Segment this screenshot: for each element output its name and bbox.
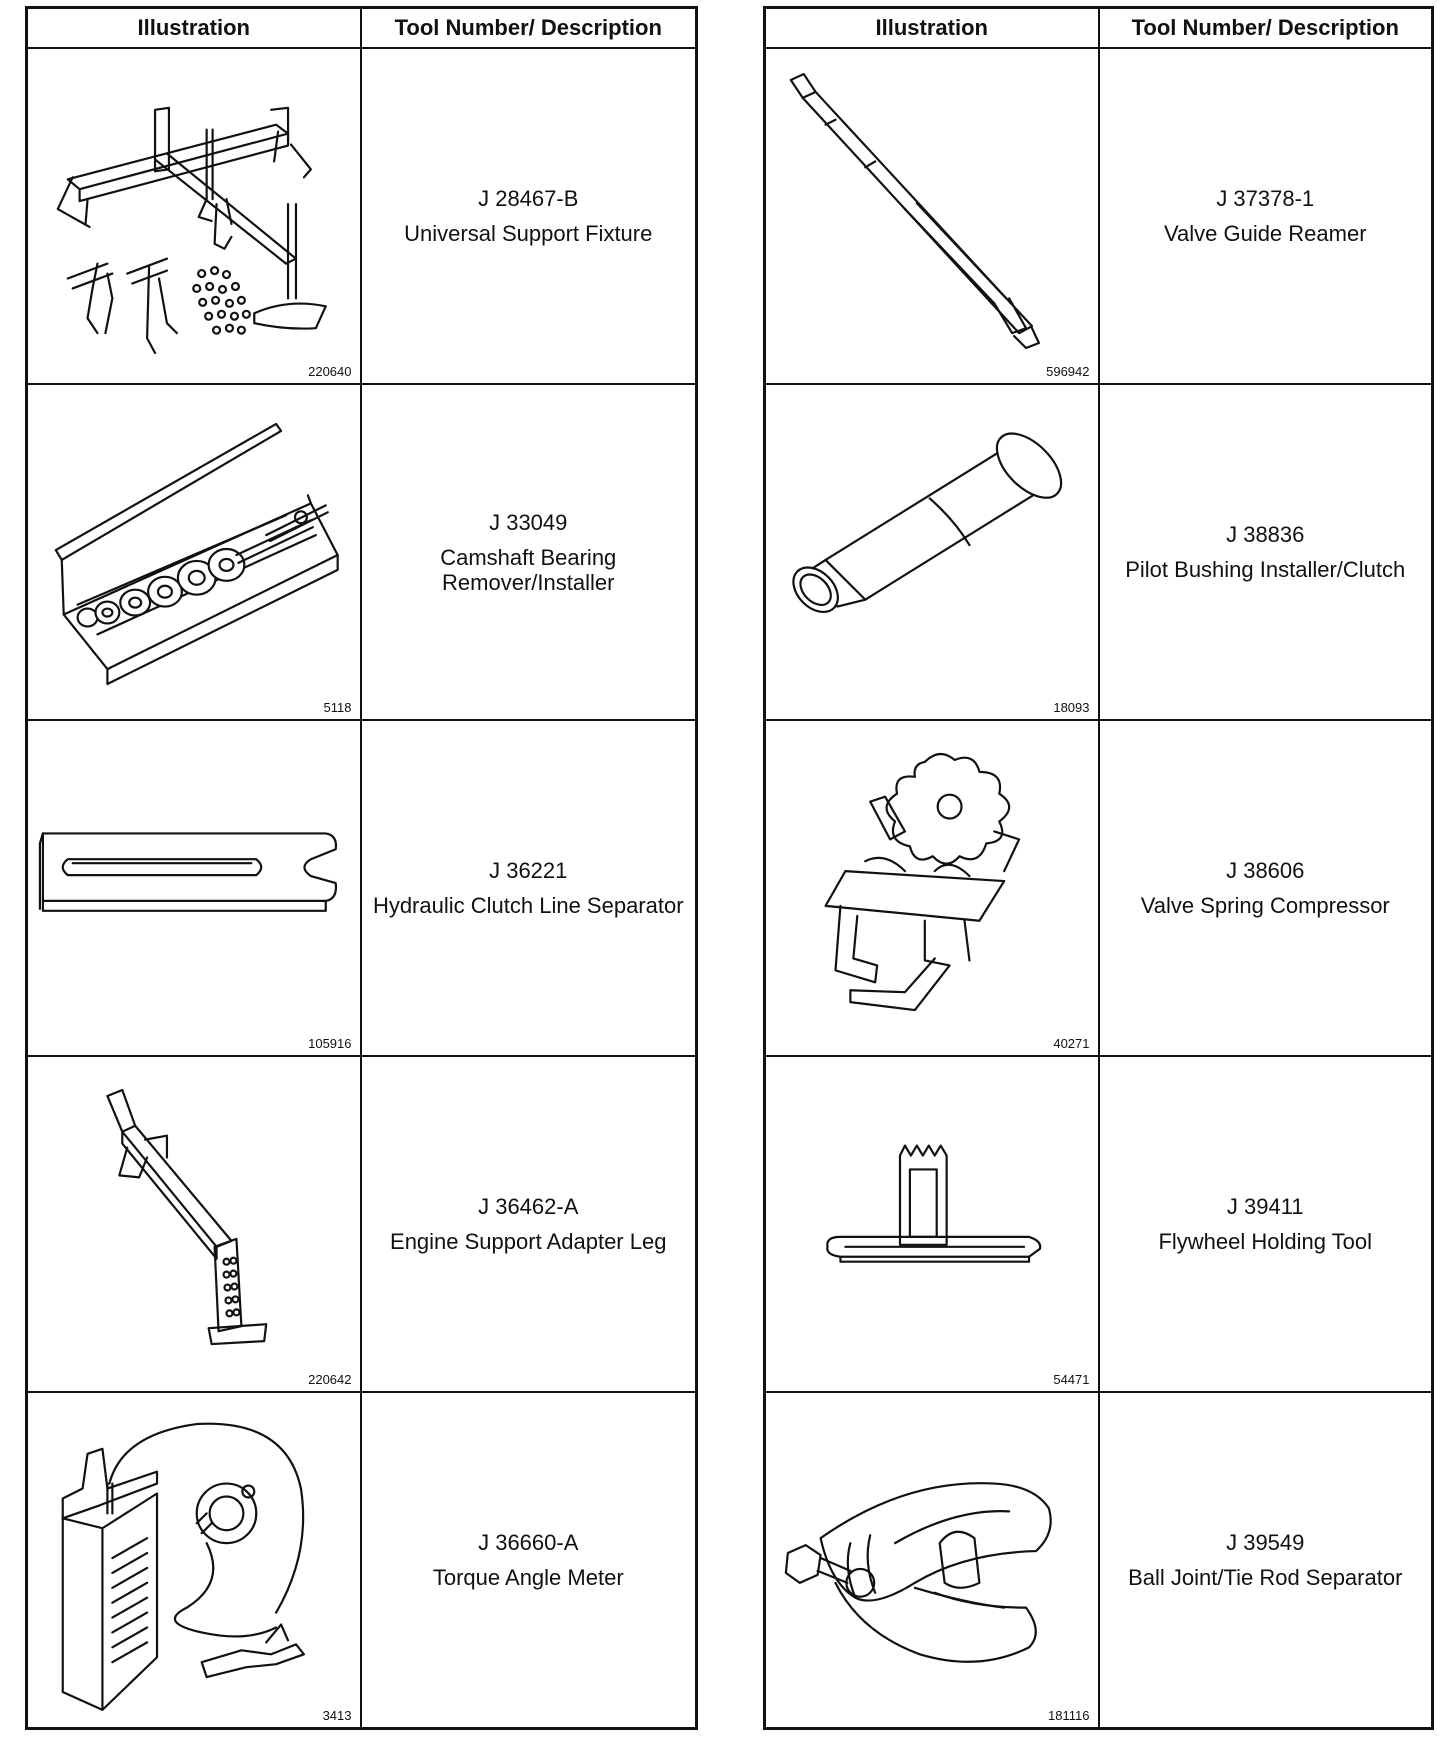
description-cell xyxy=(1099,48,1433,384)
pilot-bushing-installer-illustration xyxy=(766,385,1098,719)
tool-number: J 36462-A xyxy=(478,1194,579,1219)
ball-joint-separator-illustration xyxy=(766,1393,1098,1727)
table-row xyxy=(765,48,1433,384)
figure-number: 18093 xyxy=(1053,700,1090,715)
figure-number: 105916 xyxy=(308,1036,352,1051)
description-cell xyxy=(361,1056,697,1392)
table-row xyxy=(27,48,697,384)
description-cell xyxy=(361,384,697,720)
table-row xyxy=(27,1392,697,1729)
figure-number: 40271 xyxy=(1053,1036,1090,1051)
clutch-line-separator-illustration xyxy=(28,721,360,1055)
tool-name: Flywheel Holding Tool xyxy=(1158,1229,1373,1254)
tool-name: Torque Angle Meter xyxy=(432,1565,624,1590)
adapter-leg-illustration xyxy=(28,1057,360,1391)
figure-number: 54471 xyxy=(1053,1372,1090,1387)
description-cell xyxy=(1099,1392,1433,1729)
illustration-header: Illustration xyxy=(765,8,1099,49)
tool-name: Pilot Bushing Installer/Clutch xyxy=(1125,557,1406,582)
description-cell xyxy=(361,720,697,1056)
figure-number: 596942 xyxy=(1046,364,1090,379)
tool-name: Valve Spring Compressor xyxy=(1140,893,1390,918)
tool-number: J 38606 xyxy=(1226,858,1305,883)
tool-name: Ball Joint/Tie Rod Separator xyxy=(1128,1565,1403,1590)
figure-number: 3413 xyxy=(322,1708,352,1723)
description-cell xyxy=(361,1392,697,1729)
illustration-header: Illustration xyxy=(27,8,361,49)
valve-guide-reamer-illustration xyxy=(766,49,1098,383)
illustration-cell xyxy=(27,720,361,1056)
tool-name: Camshaft Bearing Remover/Installer xyxy=(440,544,617,595)
description-cell xyxy=(1099,384,1433,720)
tool-number: J 36660-A xyxy=(478,1530,579,1555)
description-header: Tool Number/ Description xyxy=(1099,8,1433,49)
tool-number: J 39411 xyxy=(1226,1194,1304,1219)
tool-name: Hydraulic Clutch Line Separator xyxy=(372,893,684,918)
universal-support-fixture-illustration xyxy=(28,49,360,383)
camshaft-bearing-kit-illustration xyxy=(28,385,360,719)
table-row xyxy=(27,720,697,1056)
torque-angle-meter-illustration xyxy=(28,1393,360,1727)
illustration-cell xyxy=(765,384,1099,720)
flywheel-holding-tool-illustration xyxy=(766,1057,1098,1391)
tool-table-right xyxy=(763,6,1434,1730)
figure-number: 5118 xyxy=(323,700,352,715)
table-row xyxy=(765,720,1433,1056)
table-row xyxy=(765,1392,1433,1729)
tool-number: J 36221 xyxy=(489,858,568,883)
table-header-row xyxy=(27,8,697,49)
tool-name: Engine Support Adapter Leg xyxy=(390,1229,667,1254)
illustration-cell xyxy=(27,48,361,384)
description-cell xyxy=(1099,720,1433,1056)
table-row xyxy=(27,384,697,720)
valve-spring-compressor-illustration xyxy=(766,721,1098,1055)
description-cell xyxy=(1099,1056,1433,1392)
illustration-cell xyxy=(27,1392,361,1729)
description-cell xyxy=(361,48,697,384)
illustration-cell xyxy=(27,384,361,720)
tool-number: J 38836 xyxy=(1226,522,1305,547)
illustration-cell xyxy=(27,1056,361,1392)
description-header: Tool Number/ Description xyxy=(361,8,697,49)
table-row xyxy=(765,1056,1433,1392)
tool-number: J 33049 xyxy=(489,509,568,535)
tool-name: Universal Support Fixture xyxy=(404,221,653,246)
tool-number: J 37378-1 xyxy=(1216,186,1315,211)
illustration-cell xyxy=(765,720,1099,1056)
figure-number: 220640 xyxy=(308,364,352,379)
tool-table-left xyxy=(25,6,698,1730)
illustration-cell xyxy=(765,1392,1099,1729)
table-header-row xyxy=(765,8,1433,49)
tool-number: J 39549 xyxy=(1226,1530,1305,1555)
table-row xyxy=(27,1056,697,1392)
figure-number: 181116 xyxy=(1048,1708,1090,1723)
figure-number: 220642 xyxy=(308,1372,352,1387)
illustration-cell xyxy=(765,1056,1099,1392)
illustration-cell xyxy=(765,48,1099,384)
tool-name: Valve Guide Reamer xyxy=(1163,221,1367,246)
tool-number: J 28467-B xyxy=(478,186,579,211)
table-row xyxy=(765,384,1433,720)
